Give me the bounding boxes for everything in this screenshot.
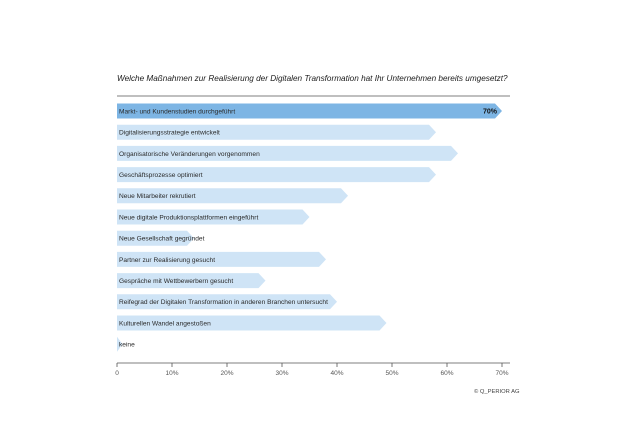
x-axis-ticks <box>115 363 509 377</box>
tick-label: 10% <box>165 370 179 377</box>
tick-label: 30% <box>275 370 289 377</box>
bar-label: Gespräche mit Wettbewerbern gesucht <box>119 278 234 285</box>
chart-title: Welche Maßnahmen zur Realisierung der Digitalen Transformation hat Ihr Unternehmen bereits umgesetzt? <box>117 74 508 83</box>
bar-label: Markt- und Kundenstudien durchgeführt <box>119 108 236 116</box>
copyright-note: © Q_PERIOR AG <box>474 389 520 395</box>
bar-label: Geschäftsprozesse optimiert <box>119 172 203 179</box>
tick-label: 40% <box>330 370 344 377</box>
bar-label: keine <box>119 341 135 349</box>
value-label: 70% <box>482 108 497 116</box>
bar-label: Organisatorische Veränderungen vorgenommen <box>119 150 260 158</box>
bar-label: Kulturellen Wandel angestoßen <box>119 320 211 328</box>
bar-label: Neue digitale Produktionsplattformen eingeführt <box>119 214 259 222</box>
tick-label: 70% <box>495 370 509 377</box>
bar-label: Partner zur Realisierung gesucht <box>119 256 216 264</box>
bar-label: Neue Mitarbeiter rekrutiert <box>119 193 196 201</box>
bar-label: Digitalisierungsstrategie entwickelt <box>119 129 220 137</box>
tick-label: 60% <box>440 370 454 377</box>
bar-label: Reifegrad der Digitalen Transformation in anderen Branchen untersucht <box>119 299 328 307</box>
tick-label: 20% <box>220 370 234 377</box>
tick-label: 50% <box>385 370 399 377</box>
tick-label: 0 <box>115 370 119 377</box>
bar-label: Neue Gesellschaft gegründet <box>119 235 205 243</box>
bars-group <box>117 104 502 352</box>
